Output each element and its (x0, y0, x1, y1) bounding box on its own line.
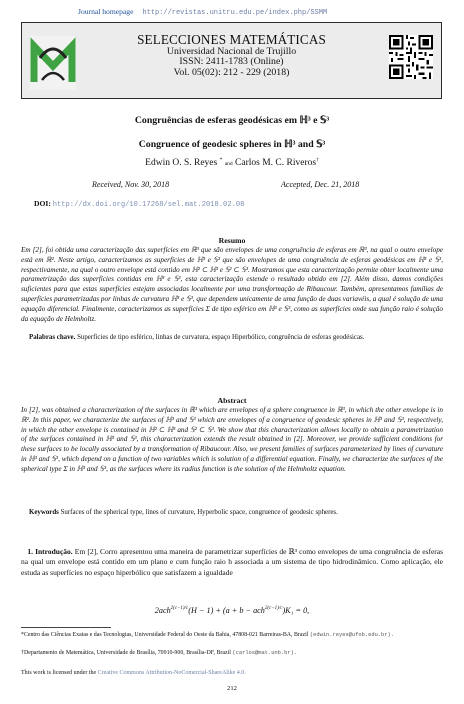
eq-exponent-1: 2(c−1)/c (170, 606, 189, 611)
abstract-keywords (29, 509, 443, 516)
received-date: Received, Nov. 30, 2018 (92, 180, 170, 189)
qr-code-icon (389, 35, 433, 79)
abstract-heading: Abstract (217, 396, 247, 405)
volume-info: Vol. 05(02): 212 - 229 (2018) (173, 66, 290, 78)
page-number: 212 (227, 685, 237, 692)
author-1: Edwin O. S. Reyes (145, 158, 218, 169)
journal-logo-icon (30, 36, 76, 90)
abstract-keywords-text: Surfaces of the spherical type, lines of curvature, Hyperbolic space, congruence of geodesic spheres. (60, 509, 338, 516)
intro-text: Em [2], Corro apresentou uma maneira de parametrizar superfícies de ℝ³ como envelopes de uma congruência de esferas na qual um envelope está contido em um plano e cum função raio h associada a um sistema de tipo hidrodinâmico. Como aplicação, ele estuda as superfícies no espaço hiperbólico que satisfazem a igualdade (21, 547, 444, 577)
footnote-2-email[interactable]: (carlos@mat.unb.br). (232, 650, 298, 656)
abstract-text: In [2], was obtained a characterization of the surfaces in ℝ³ which are envelopes of a sphere congruence in ℝ³, in which the other envelope is in ℝ². In this paper, we characterize the surfaces of ℍ³ and 𝕊³ which are envelopes of a congruence of geodesic spheres in ℍ³ and 𝕊³, respectively, in which the other envelope is contained in ℍ² ⊂ ℍ³ and 𝕊² ⊂ 𝕊³. We show that this characterization allows locally to obtain a parametrization of the surfaces contained in ℍ³ and 𝕊³, this characterization extends the result obtained in [2]. Moreover, we provide sufficient conditions for these surfaces to be locally associated by a transformation of Ribaucour. Also, we present families of surfaces parameterized by lines of curvature in ℍ³ and 𝕊³, which depend on a function of two variables which is solution of a differential equation. Finally, we characterize the surfaces of the spherical type Σ in ℍ³ and 𝕊³, as the surfaces where its radius function is the solution of the Helmholtz equation. (21, 406, 443, 473)
resumo-keywords-text: Superfícies de tipo esférico, linhas de curvatura, espaço Hiperbólico, congruência de esferas geodésicas. (77, 334, 365, 341)
footnote-1 (21, 631, 443, 639)
footnote-2 (21, 649, 443, 657)
homepage-link[interactable]: http://revistas.unitru.edu.pe/index.php/SSMM (142, 9, 328, 17)
license-link[interactable]: Creative Commons Attribution-NoComercial-ShareAlike 4.0. (97, 670, 246, 676)
journal-name: SELECCIONES MATEMÁTICAS (137, 32, 326, 47)
resumo-keywords-label: Palabras chave. (29, 334, 76, 341)
eq-part-c: )K₁ = 0, (282, 606, 310, 615)
eq-part-a: 2ach (154, 606, 171, 615)
intro-heading: 1. Introdução. (27, 547, 73, 556)
eq-part-b: (H − 1) + (a + b − ach (188, 606, 265, 615)
doi-line (34, 199, 244, 209)
license-text: This work is licensed under the (21, 670, 97, 676)
doi-link[interactable]: http://dx.doi.org/10.17268/sel.mat.2018.02.08 (52, 201, 245, 209)
authors-and: and (224, 161, 233, 168)
eq-exponent-2: 2(c−1)/c (264, 606, 283, 611)
university-name: Universidad Nacional de Trujillo (166, 45, 297, 57)
doi-label: DOI: (34, 199, 51, 208)
footnote-rule (21, 627, 111, 628)
resumo-heading: Resumo (218, 236, 246, 245)
homepage-label: Journal homepage (78, 7, 134, 16)
accepted-date: Accepted, Dec. 21, 2018 (281, 180, 360, 189)
author-2: Carlos M. C. Riveros (235, 158, 317, 169)
title-portuguese: Congruências de esferas geodésicas em ℍ³ e 𝕊³ (134, 115, 330, 126)
author-1-footnote-mark[interactable]: * (219, 157, 223, 163)
issn: ISSN: 2411-1783 (Online) (179, 56, 284, 68)
resumo-keywords (29, 334, 443, 341)
equation-1 (0, 606, 464, 615)
journal-homepage-line (78, 7, 327, 17)
author-2-footnote-mark[interactable]: † (316, 157, 319, 163)
title-english: Congruence of geodesic spheres in ℍ³ and 𝕊³ (138, 139, 326, 150)
abstract-keywords-label: Keywords (29, 509, 59, 516)
footnote-2-text: †Departamento de Matemática, Universidade de Brasília, 70910-900, Brasília-DF, Brazil (21, 650, 231, 656)
authors (0, 157, 464, 168)
introduction (21, 547, 443, 578)
journal-header (21, 22, 442, 99)
footnote-1-text: *Centro das Ciências Exatas e das Tecnologias, Universidade Federal do Oeste da Bahia, 47808-021 Barreiras-BA, Brazil (21, 632, 309, 638)
footnote-1-email[interactable]: (edwin.reyes@ufob.edu.br). (309, 632, 394, 638)
license-line (21, 670, 246, 676)
resumo-text: Em [2], foi obtida uma caracterização das superfícies em ℝ³ que são envelopes de uma congruência de esferas em ℝ³, na qual o outro envelope está em ℝ². Neste artigo, caracterizamos as superfícies de ℍ³ e 𝕊³ que são envelopes de uma congruência de esferas geodésicas em ℍ³ e 𝕊³, respectivamente, na qual o outro envelope está contido em ℍ² ⊂ ℍ³ e 𝕊² ⊂ 𝕊³. Mostramos que esta caracterização permite obter localmente uma parametrização das superfícies contidas em ℍ³ e 𝕊³, esta caracterização estende o resultado obtido em [2]. Além disso, damos condições suficientes para que estas superfícies estejam associadas localmente por uma transformação de Ribaucour. Também, apresentamos famílias de superfícies parametrizadas por linhas de curvatura ℍ³ e 𝕊³, que dependem unicamente de uma função de duas variavéis, a qual é solução de uma equação diferencial. Finalmente, caracterizamos as superfícies Σ de tipo esférico em ℍ³ e 𝕊³, como as superfícies onde sua função raio é solução da equação de Helmholtz. (21, 246, 443, 323)
